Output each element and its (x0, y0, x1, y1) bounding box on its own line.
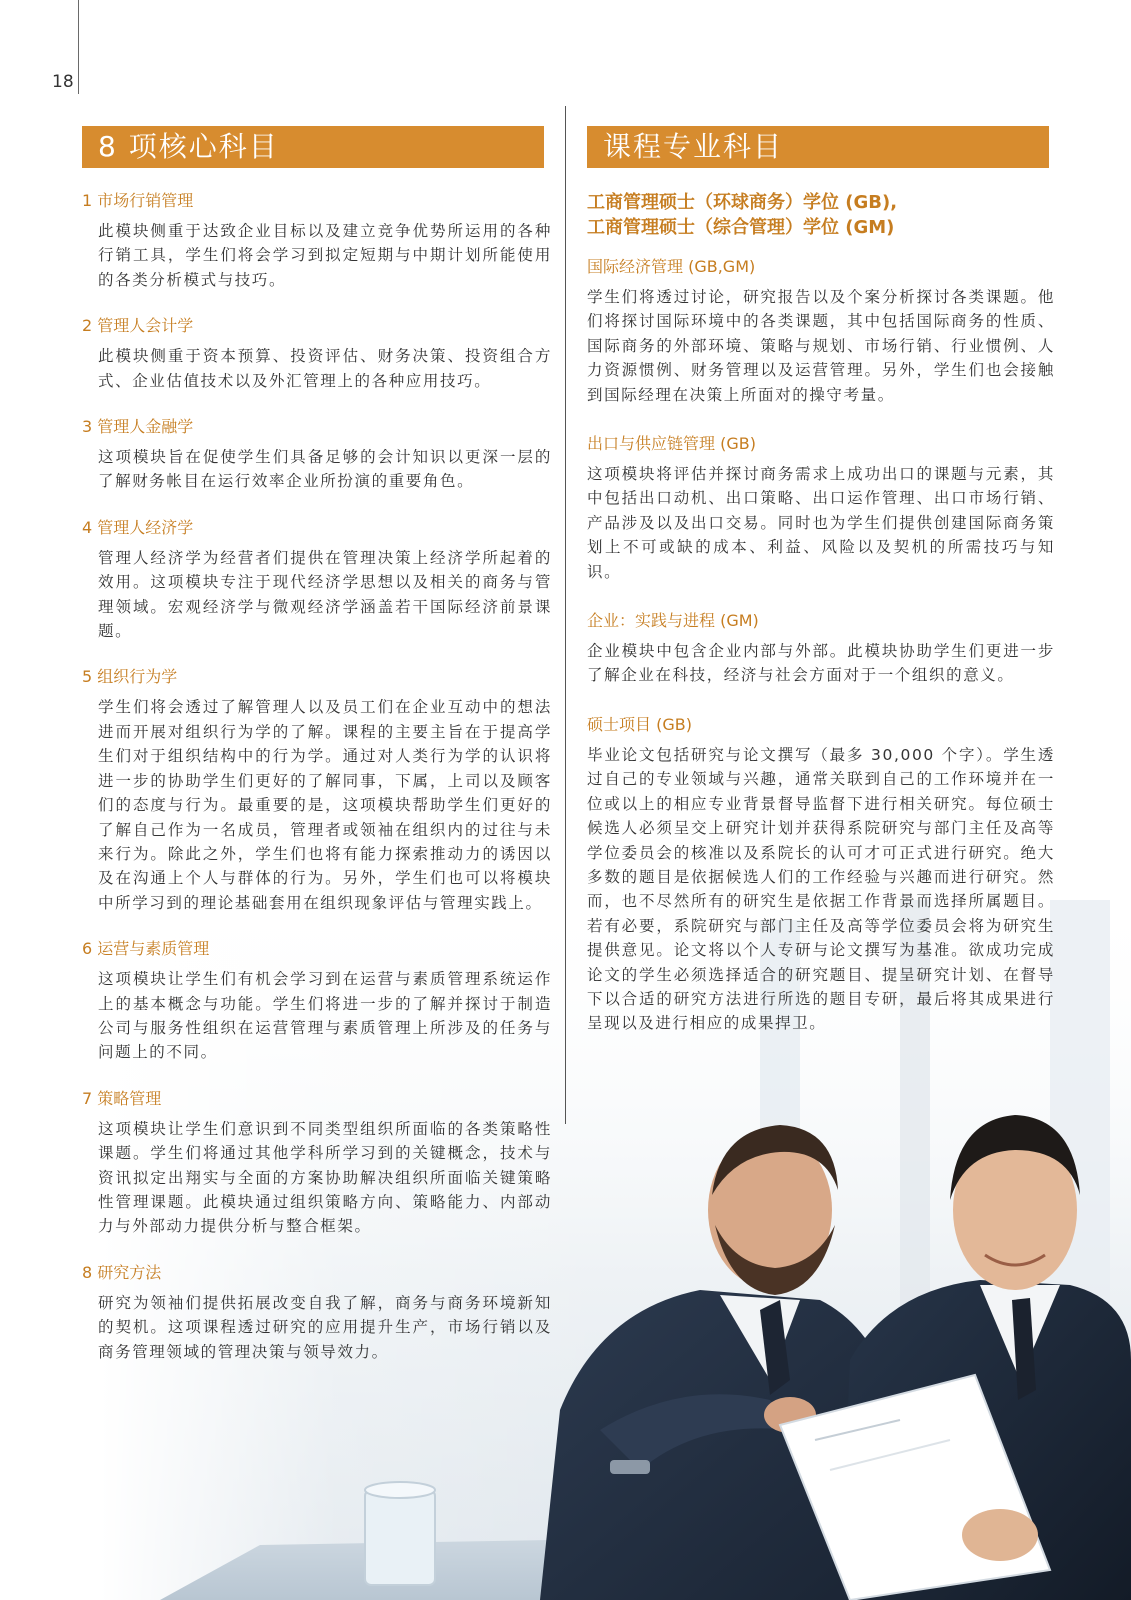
course-description: 此模块侧重于达致企业目标以及建立竞争优势所运用的各种行销工具，学生们将会学习到拟定短期与中期计划所能使用的各类分析模式与技巧。 (98, 222, 552, 289)
course-title: 1 市场行销管理 (82, 191, 194, 210)
course-item (82, 664, 552, 915)
course-item (82, 936, 552, 1065)
course-item (82, 1086, 552, 1239)
core-subjects-column (82, 188, 552, 1385)
course-description: 学生们将会透过了解管理人以及员工们在企业互动中的想法进而开展对组织行为学的了解。课程的主要主旨在于提高学生们对于组织结构中的行为学。通过对人类行为学的认识将进一步的协助学生们更好的了解同事，下属，上司以及顾客们的态度与行为。最重要的是，这项模块帮助学生们更好的了解自己作为一名成员，管理者或领袖在组织内的过往与未来行为。除此之外，学生们也将有能力探索推动力的诱因以及在沟通上个人与群体的行为。另外，学生们也可以将模块中所学习到的理论基础套用在组织现象评估与管理实践上。 (98, 698, 552, 912)
top-margin-line (78, 0, 79, 94)
course-item (82, 313, 552, 393)
course-title: 企业：实践与进程 (GM) (587, 611, 759, 631)
course-item (587, 712, 1055, 1036)
course-title: 国际经济管理 (GB,GM) (587, 257, 756, 276)
course-description: 研究为领袖们提供拓展改变自我了解，商务与商务环境新知的契机。这项课程透过研究的应用提升生产，市场行销以及商务管理领域的管理决策与领导效力。 (98, 1293, 552, 1361)
course-description: 企业模块中包含企业内部与外部。此模块协助学生们更进一步了解企业在科技，经济与社会方面对于一个组织的意义。 (587, 642, 1055, 685)
course-item (82, 188, 552, 292)
degree-titles (587, 190, 1055, 240)
course-title: 2 管理人会计学 (82, 316, 194, 336)
course-item (82, 414, 552, 494)
degree-title-gm: 工商管理硕士（综合管理）学位 (GM) (587, 217, 895, 238)
course-title: 7 策略管理 (82, 1088, 162, 1108)
course-description: 毕业论文包括研究与论文撰写（最多 30,000 个字）。学生透过自己的专业领域与兴趣，通常关联到自己的工作环境并在一位或以上的相应专业背景督导监督下进行相关研究。每位硕士候选人必须呈交上研究计划并获得系院研究与部门主任及高等学位委员会的核准以及系院长的认可才可正式进行研究。绝大多数的题目是依据候选人们的工作经验与兴趣而进行研究。然而，也不尽然所有的研究生是依据工作背景而选择所属题目。若有必要，系院研究与部门主任及高等学位委员会将为研究生提供意见。论文将以个人专研与论文撰写为基准。欲成功完成论文的学生必须选择适合的研究题目、提呈研究计划、在督导下以合适的研究方法进行所选的题目专研，最后将其成果进行呈现以及进行相应的成果捍卫。 (587, 745, 1055, 1033)
course-title: 6 运营与素质管理 (82, 939, 210, 959)
course-description: 这项模块让学生们有机会学习到在运营与素质管理系统运作上的基本概念与功能。学生们将进一步的了解并探讨于制造公司与服务性组织在运营管理与素质管理上所涉及的任务与问题上的不同。 (98, 970, 552, 1062)
specialized-subjects-heading: 课程专业科目 (587, 126, 1049, 168)
page-number: 18 (52, 72, 74, 92)
column-divider (565, 106, 566, 1124)
course-description: 学生们将透过讨论，研究报告以及个案分析探讨各类课题。他们将探讨国际环境中的各类课题，其中包括国际商务的性质、国际商务的外部环境、策略与规划、市场行销、行业惯例、人力资源惯例、财务管理以及运营管理。另外，学生们也会接触到国际经理在决策上所面对的操守考量。 (587, 288, 1055, 404)
course-description: 这项模块旨在促使学生们具备足够的会计知识以更深一层的了解财务帐目在运行效率企业所扮演的重要角色。 (98, 448, 552, 491)
course-title: 硕士项目 (GB) (587, 714, 692, 734)
course-item (587, 431, 1055, 584)
course-title: 8 研究方法 (82, 1262, 162, 1282)
course-item (82, 515, 552, 644)
course-item (587, 608, 1055, 688)
degree-title-gb: 工商管理硕士（环球商务）学位 (GB), (587, 192, 898, 213)
course-title: 出口与供应链管理 (GB) (587, 434, 756, 454)
course-title: 3 管理人金融学 (82, 417, 194, 437)
course-description: 这项模块让学生们意识到不同类型组织所面临的各类策略性课题。学生们将通过其他学科所学习到的关键概念，技术与资讯拟定出翔实与全面的方案协助解决组织所面临关键策略性管理课题。此模块通过组织策略方向、策略能力、内部动力与外部动力提供分析与整合框架。 (98, 1119, 552, 1236)
course-title: 4 管理人经济学 (82, 517, 194, 537)
course-description: 这项模块将评估并探讨商务需求上成功出口的课题与元素，其中包括出口动机、出口策略、出口运作管理、出口市场行销、产品涉及以及出口交易。同时也为学生们提供创建国际商务策划上不可或缺的成本、利益、风险以及契机的所需技巧与知识。 (587, 465, 1055, 581)
course-description: 管理人经济学为经营者们提供在管理决策上经济学所起着的效用。这项模块专注于现代经济学思想以及相关的商务与管理领域。宏观经济学与微观经济学涵盖若干国际经济前景课题。 (98, 548, 552, 641)
course-item (587, 254, 1055, 407)
course-description: 此模块侧重于资本预算、投资评估、财务决策、投资组合方式、企业估值技术以及外汇管理上的各种应用技巧。 (98, 347, 552, 390)
course-title: 5 组织行为学 (82, 667, 178, 687)
course-item (82, 1260, 552, 1364)
specialized-subjects-column (587, 190, 1055, 1060)
core-subjects-heading: 8 项核心科目 (82, 126, 544, 168)
